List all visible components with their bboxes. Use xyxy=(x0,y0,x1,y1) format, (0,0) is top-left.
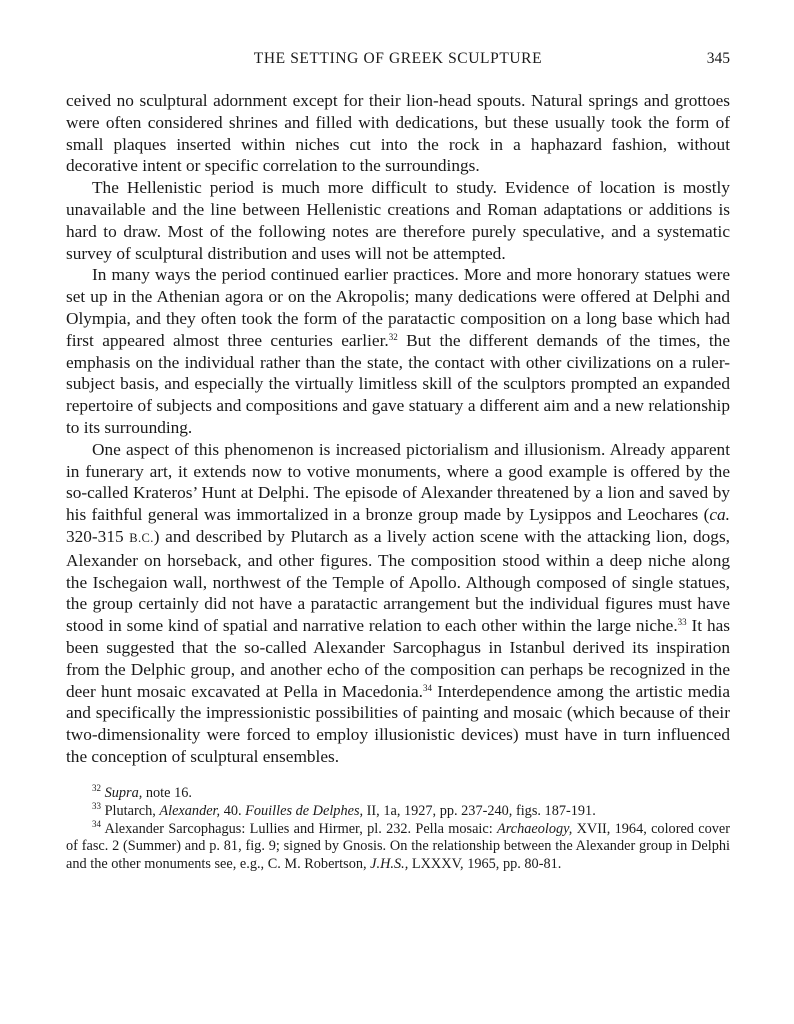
footnote-ref: 34 xyxy=(423,682,433,693)
italic-text: Supra, xyxy=(104,784,143,801)
footnote xyxy=(66,800,730,821)
text-run: XVII, 1964, colored cover of fasc. 2 (Summer) and p. 81, fig. 9; signed by Gnosis. On the relationship between the Alexander group in Delphi and the other monuments see, e.g., C. M. Robertson, xyxy=(66,820,730,873)
italic-text: Alexander, xyxy=(159,802,221,819)
footnote xyxy=(66,818,730,875)
page xyxy=(66,50,730,874)
text-run: ) and described by Plutarch as a lively action scene with the attacking lion, dogs, Alexander on horseback, and other figures. The composition stood within a deep niche along the Ischegaion wall, northwest of the Temple of Apollo. Although composed of single statues, the group certainly did not have a paratactic arrangement but the individual figures must have stood in some kind of spatial and narrative relation to each other within the large niche. xyxy=(66,526,730,636)
text-run: note 16. xyxy=(142,784,192,801)
text-run: 320-315 xyxy=(66,526,130,546)
page-number: 345 xyxy=(706,50,730,67)
footnotes xyxy=(66,782,730,875)
footnote xyxy=(66,782,730,803)
running-title: THE SETTING OF GREEK SCULPTURE xyxy=(253,50,543,67)
footnote-ref: 33 xyxy=(92,800,101,811)
text-run: Alexander Sarcophagus: Lullies and Hirmer, pl. 232. Pella mosaic: xyxy=(101,820,498,837)
text-run: But the different demands of the times, the emphasis on the individual rather than the state, the contact with other civilizations on a ruler-subject basis, and especially the virtually limitless skill of the sculptors prompted an expanded repertoire of subjects and compositions and gave statuary a different aim and a new relationship to its surrounding. xyxy=(66,330,730,437)
text-run: One aspect of this phenomenon is increased pictorialism and illusionism. Already apparent in funerary art, it extends now to votive monuments, where a good example is offered by the so-called Krateros’ Hunt at Delphi. The episode of Alexander threatened by a lion and saved by his faithful general was immortalized in a bronze group made by Lysippos and Leochares ( xyxy=(66,439,730,525)
paragraph xyxy=(66,90,730,177)
footnote-ref: 32 xyxy=(92,782,101,793)
text-run: Interdependence among the artistic media and specifically the impressionistic possibilities of painting and mosaic (which because of their two-dimensionality were forced to employ illusionistic devices) must have in turn influenced the conception of sculptural ensembles. xyxy=(66,681,730,766)
text-run: The Hellenistic period is much more difficult to study. Evidence of location is mostly unavailable and the line between Hellenistic creations and Roman adaptations or additions is hard to draw. Most of the following notes are therefore purely speculative, and a systematic survey of sculptural distribution and uses will not be attempted. xyxy=(66,178,730,263)
footnote-ref: 32 xyxy=(388,331,398,342)
text-run: It has been suggested that the so-called Alexander Sarcophagus in Istanbul derived its inspiration from the Delphic group, and another echo of the composition can perhaps be recognized in the deer hunt mosaic excavated at Pella in Macedonia. xyxy=(66,616,730,701)
italic-text: J.H.S., xyxy=(370,856,409,873)
small-caps-text: B.C. xyxy=(129,530,154,545)
text-run: LXXXV, 1965, pp. 80-81. xyxy=(408,856,562,873)
paragraph xyxy=(66,177,730,264)
paragraph xyxy=(66,439,730,768)
text-run: Plutarch, xyxy=(101,802,160,819)
footnote-ref: 34 xyxy=(92,818,101,829)
italic-text: ca. xyxy=(709,505,730,525)
footnote-ref: 33 xyxy=(677,617,687,628)
italic-text: Archaeology, xyxy=(497,820,573,837)
text-run: 40. xyxy=(220,802,246,819)
text-run: ceived no sculptural adornment except for their lion-head spouts. Natural springs and grottoes were often considered shrines and filled with dedications, but these usually took the form of small plaques inserted within niches cut into the rock in a haphazard fashion, without decorative intent or specific correlation to the surroundings. xyxy=(66,91,730,176)
text-run: In many ways the period continued earlier practices. More and more honorary statues were set up in the Athenian agora or on the Akropolis; many dedications were offered at Delphi and Olympia, and they often took the form of the paratactic composition on a long base which had first appeared almost three centuries earlier. xyxy=(66,265,730,350)
running-header xyxy=(66,50,730,74)
text-run: II, 1a, 1927, pp. 237-240, figs. 187-191. xyxy=(363,802,596,819)
italic-text: Fouilles de Delphes, xyxy=(245,802,364,819)
paragraph xyxy=(66,264,730,438)
body-text xyxy=(66,90,730,768)
